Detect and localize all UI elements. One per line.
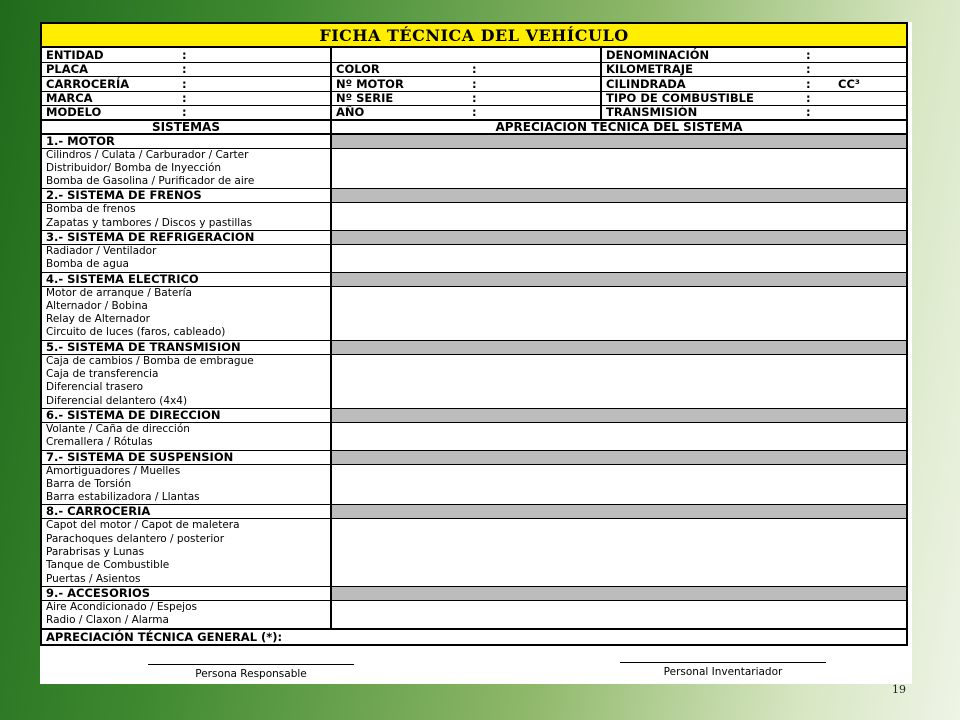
header-field-c2[interactable] [332, 77, 602, 91]
appraisal-field[interactable] [332, 601, 906, 628]
system-item: Amortiguadores / Muelles [46, 464, 181, 477]
vehicle-technical-form [40, 22, 908, 646]
system-items [42, 587, 332, 628]
appraisal-header-bar [332, 231, 906, 245]
header-field-c2[interactable] [332, 48, 602, 62]
system-section [42, 231, 906, 273]
field-label: PLACA [46, 62, 88, 76]
vehicle-header-fields [42, 48, 906, 121]
system-section [42, 189, 906, 231]
system-heading: 2.- SISTEMA DE FRENOS [42, 189, 330, 203]
header-field-c3[interactable] [602, 48, 906, 62]
signature-responsible: Persona Responsable [148, 664, 354, 680]
header-field-c2[interactable] [332, 63, 602, 77]
header-field-c1[interactable] [42, 106, 332, 119]
header-field-c1[interactable] [42, 92, 332, 106]
system-items [42, 189, 332, 230]
field-colon: : [806, 62, 811, 76]
appraisal-header-bar [332, 135, 906, 149]
field-label: TIPO DE COMBUSTIBLE [606, 91, 754, 105]
system-heading: 7.- SISTEMA DE SUSPENSION [42, 451, 330, 465]
system-item: Diferencial trasero [46, 381, 144, 394]
system-item: Barra estabilizadora / Llantas [46, 491, 200, 504]
system-appraisal [332, 505, 906, 585]
system-items [42, 341, 332, 408]
systems-table [42, 135, 906, 629]
field-colon: : [182, 77, 187, 91]
field-label: DENOMINACIÓN [606, 48, 710, 62]
system-items [42, 409, 332, 450]
header-row [42, 106, 906, 121]
appraisal-field[interactable] [332, 203, 906, 230]
system-item: Diferencial delantero (4x4) [46, 394, 188, 407]
appraisal-header-bar [332, 505, 906, 519]
appraisal-header-bar [332, 189, 906, 203]
system-item: Tanque de Combustible [46, 559, 170, 572]
system-section [42, 135, 906, 190]
system-item: Motor de arranque / Batería [46, 286, 192, 299]
field-colon: : [182, 91, 187, 105]
system-item: Puertas / Asientos [46, 572, 141, 585]
appraisal-field[interactable] [332, 465, 906, 505]
system-item: Parabrisas y Lunas [46, 546, 145, 559]
appraisal-header-bar [332, 409, 906, 423]
header-row [42, 77, 906, 92]
system-item: Distribuidor/ Bomba de Inyección [46, 161, 222, 174]
system-item: Parachoques delantero / posterior [46, 532, 225, 545]
appraisal-field[interactable] [332, 423, 906, 450]
field-label: ENTIDAD [46, 48, 104, 62]
system-heading: 3.- SISTEMA DE REFRIGERACION [42, 231, 330, 245]
system-items [42, 273, 332, 340]
system-item: Circuito de luces (faros, cableado) [46, 326, 226, 339]
system-item: Capot del motor / Capot de maletera [46, 519, 240, 532]
field-label: TRANSMISIÓN [606, 106, 698, 119]
appraisal-field[interactable] [332, 245, 906, 272]
system-section [42, 341, 906, 409]
system-appraisal [332, 409, 906, 450]
systems-column-header: SISTEMAS [42, 121, 332, 133]
system-item: Volante / Caña de dirección [46, 422, 190, 435]
form-title: FICHA TÉCNICA DEL VEHÍCULO [42, 24, 906, 48]
system-item: Radiador / Ventilador [46, 244, 157, 257]
field-colon: : [182, 62, 187, 76]
header-field-c1[interactable] [42, 48, 332, 62]
system-items [42, 135, 332, 189]
system-item: Caja de transferencia [46, 368, 159, 381]
appraisal-field[interactable] [332, 287, 906, 340]
system-item: Cremallera / Rótulas [46, 436, 153, 449]
column-headers [42, 121, 906, 135]
system-item: Zapatas y tambores / Discos y pastillas [46, 216, 253, 229]
header-field-c1[interactable] [42, 63, 332, 77]
appraisal-header-bar [332, 273, 906, 287]
system-section [42, 409, 906, 451]
field-colon: : [182, 48, 187, 62]
system-items [42, 231, 332, 272]
system-item: Cilindros / Culata / Carburador / Carter [46, 148, 249, 161]
header-row [42, 92, 906, 107]
field-label: MARCA [46, 91, 93, 105]
system-section [42, 451, 906, 506]
system-item: Bomba de agua [46, 258, 129, 271]
system-section [42, 587, 906, 629]
system-heading: 4.- SISTEMA ELECTRICO [42, 273, 330, 287]
field-label: Nº SERIE [336, 91, 394, 105]
system-section [42, 505, 906, 586]
appraisal-header-bar [332, 341, 906, 355]
system-item: Aire Acondicionado / Espejos [46, 600, 197, 613]
header-field-c2[interactable] [332, 106, 602, 119]
system-appraisal [332, 231, 906, 272]
form-sheet [40, 22, 912, 684]
header-row [42, 63, 906, 78]
appraisal-column-header: APRECIACIÓN TÉCNICA DEL SISTEMA [495, 119, 743, 134]
system-appraisal [332, 135, 906, 189]
appraisal-field[interactable] [332, 149, 906, 189]
system-item: Alternador / Bobina [46, 299, 148, 312]
field-colon: : [472, 62, 477, 76]
header-field-c3[interactable] [602, 77, 906, 91]
field-label: KILOMETRAJE [606, 62, 693, 76]
appraisal-header-bar [332, 587, 906, 601]
field-colon: : [806, 48, 811, 62]
appraisal-field[interactable] [332, 519, 906, 585]
system-appraisal [332, 189, 906, 230]
appraisal-field[interactable] [332, 355, 906, 408]
system-item: Radio / Claxon / Alarma [46, 614, 169, 627]
system-appraisal [332, 587, 906, 628]
system-item: Bomba de Gasolina / Purificador de aire [46, 175, 255, 188]
field-colon: : [806, 91, 811, 105]
field-colon: : [806, 106, 811, 119]
field-label: Nº MOTOR [336, 77, 404, 91]
system-item: Caja de cambios / Bomba de embrague [46, 354, 254, 367]
system-section [42, 273, 906, 341]
system-appraisal [332, 273, 906, 340]
system-heading: 6.- SISTEMA DE DIRECCION [42, 409, 330, 423]
system-heading: 5.- SISTEMA DE TRANSMISION [42, 341, 330, 355]
header-field-c3[interactable] [602, 63, 906, 77]
unit-label: CC³ [838, 77, 860, 91]
field-label: AÑO [336, 106, 365, 119]
field-label: MODELO [46, 106, 102, 119]
header-field-c1[interactable] [42, 77, 332, 91]
system-item: Bomba de frenos [46, 203, 136, 216]
general-appraisal-label: APRECIACIÓN TÉCNICA GENERAL (*): [42, 629, 906, 644]
field-colon: : [472, 77, 477, 91]
appraisal-header-bar [332, 451, 906, 465]
system-item: Relay de Alternador [46, 313, 150, 326]
system-items [42, 451, 332, 505]
system-appraisal [332, 341, 906, 408]
header-field-c2[interactable] [332, 92, 602, 106]
field-label: CARROCERÍA [46, 77, 130, 91]
system-appraisal [332, 451, 906, 505]
field-colon: : [472, 106, 477, 119]
system-items [42, 505, 332, 585]
header-row [42, 48, 906, 63]
system-item: Barra de Torsión [46, 477, 132, 490]
field-colon: : [472, 91, 477, 105]
page-number: 19 [892, 683, 906, 696]
field-label: CILINDRADA [606, 77, 686, 91]
field-colon: : [806, 77, 811, 91]
field-colon: : [182, 106, 187, 119]
signature-inventory: Personal Inventariador [620, 662, 826, 678]
system-heading: 1.- MOTOR [42, 135, 330, 149]
header-field-c3[interactable] [602, 106, 906, 119]
header-field-c3[interactable] [602, 92, 906, 106]
field-label: COLOR [336, 62, 380, 76]
system-heading: 9.- ACCESORIOS [42, 587, 330, 601]
system-heading: 8.- CARROCERIA [42, 505, 330, 519]
